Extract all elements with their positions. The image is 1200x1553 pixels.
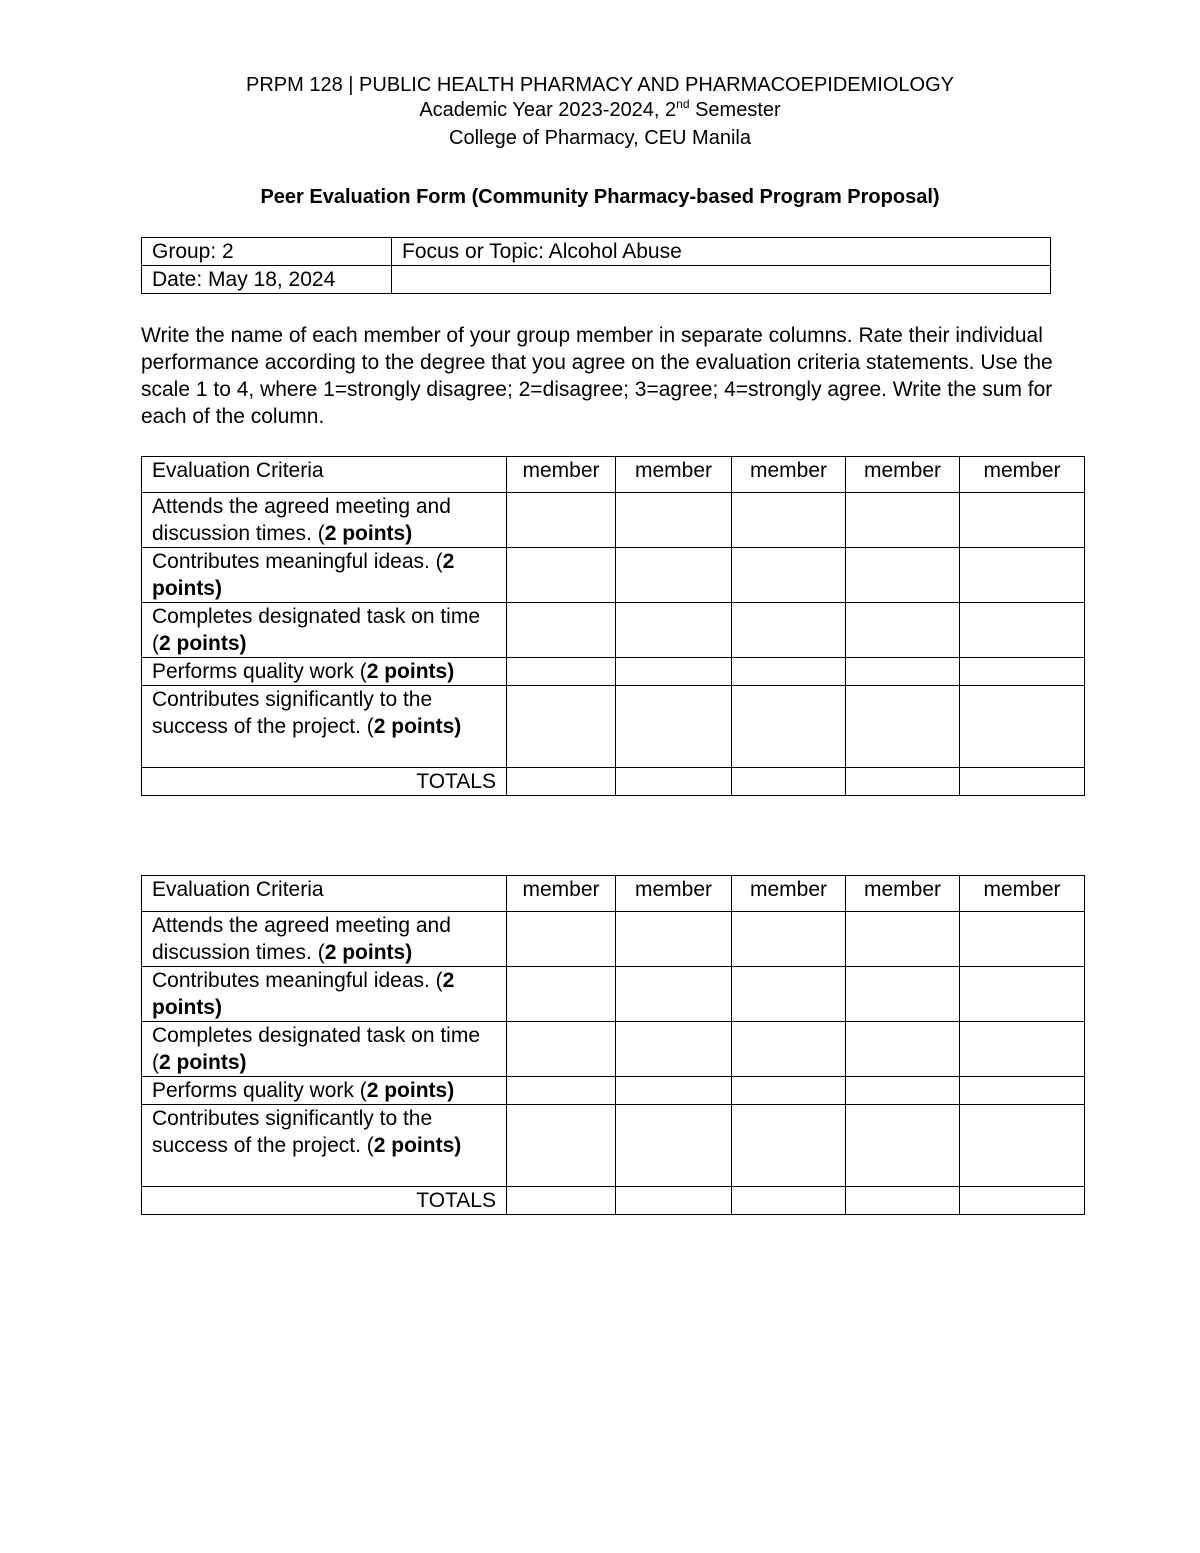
criteria-cell: Contributes significantly to the success of the project. (2 points) xyxy=(142,686,507,768)
rating-cell[interactable] xyxy=(960,548,1085,603)
total-cell[interactable] xyxy=(732,768,846,796)
rating-cell[interactable] xyxy=(507,1022,616,1077)
member-header: member xyxy=(507,876,616,912)
rating-cell[interactable] xyxy=(507,658,616,686)
total-cell[interactable] xyxy=(616,768,732,796)
rating-cell[interactable] xyxy=(732,548,846,603)
member-header: member xyxy=(960,457,1085,493)
criteria-cell: Performs quality work (2 points) xyxy=(142,1077,507,1105)
rating-cell[interactable] xyxy=(507,493,616,548)
rating-cell[interactable] xyxy=(732,1077,846,1105)
form-title: Peer Evaluation Form (Community Pharmacy-based Program Proposal) xyxy=(260,186,940,208)
table-row xyxy=(142,912,1085,967)
rating-cell[interactable] xyxy=(616,1077,732,1105)
total-cell[interactable] xyxy=(960,768,1085,796)
rating-cell[interactable] xyxy=(616,658,732,686)
member-header: member xyxy=(732,457,846,493)
rating-cell[interactable] xyxy=(507,1077,616,1105)
total-cell[interactable] xyxy=(732,1187,846,1215)
academic-year-line xyxy=(0,97,1200,124)
rating-cell[interactable] xyxy=(960,1077,1085,1105)
criteria-cell: Contributes meaningful ideas. (2 points) xyxy=(142,548,507,603)
criteria-cell: Completes designated task on time (2 points) xyxy=(142,1022,507,1077)
rating-cell[interactable] xyxy=(846,658,960,686)
criteria-header: Evaluation Criteria xyxy=(142,876,507,912)
evaluation-table xyxy=(141,875,1085,1215)
rating-cell[interactable] xyxy=(846,1077,960,1105)
year-prefix: Academic Year 2023-2024, 2 xyxy=(419,99,677,121)
table-row xyxy=(142,548,1085,603)
total-cell[interactable] xyxy=(846,1187,960,1215)
table-row xyxy=(142,493,1085,548)
table-header-row xyxy=(142,876,1085,912)
rating-cell[interactable] xyxy=(846,912,960,967)
criteria-cell: Attends the agreed meeting and discussion times. (2 points) xyxy=(142,493,507,548)
table-row xyxy=(142,686,1085,768)
member-header: member xyxy=(616,457,732,493)
member-header: member xyxy=(846,457,960,493)
table-row xyxy=(142,967,1085,1022)
criteria-cell: Contributes significantly to the success of the project. (2 points) xyxy=(142,1105,507,1187)
rating-cell[interactable] xyxy=(846,1022,960,1077)
rating-cell[interactable] xyxy=(616,603,732,658)
evaluation-table xyxy=(141,456,1085,796)
rating-cell[interactable] xyxy=(507,548,616,603)
member-header: member xyxy=(507,457,616,493)
totals-row xyxy=(142,768,1085,796)
total-cell[interactable] xyxy=(507,1187,616,1215)
total-cell[interactable] xyxy=(616,1187,732,1215)
group-info-row xyxy=(142,238,1051,266)
date-cell: Date: May 18, 2024 xyxy=(142,266,392,294)
rating-cell[interactable] xyxy=(960,493,1085,548)
rating-cell[interactable] xyxy=(960,686,1085,768)
rating-cell[interactable] xyxy=(732,1105,846,1187)
totals-label: TOTALS xyxy=(142,1187,507,1215)
course-line: PRPM 128 | PUBLIC HEALTH PHARMACY AND PHARMACOEPIDEMIOLOGY xyxy=(246,74,954,96)
rating-cell[interactable] xyxy=(507,1105,616,1187)
rating-cell[interactable] xyxy=(732,912,846,967)
criteria-header: Evaluation Criteria xyxy=(142,457,507,493)
instructions-paragraph: Write the name of each member of your group member in separate columns. Rate their individual performance according to the degree that you agree on the evaluation criteria statements. Use the scale 1 to 4, where 1=strongly disagree; 2=disagree; 3=agree; 4=strongly agree. Write the sum for each of the column. xyxy=(141,324,1053,428)
rating-cell[interactable] xyxy=(846,493,960,548)
table-row xyxy=(142,1077,1085,1105)
table-row xyxy=(142,603,1085,658)
rating-cell[interactable] xyxy=(732,658,846,686)
rating-cell[interactable] xyxy=(960,967,1085,1022)
topic-cell: Focus or Topic: Alcohol Abuse xyxy=(392,238,1051,266)
rating-cell[interactable] xyxy=(846,548,960,603)
total-cell[interactable] xyxy=(960,1187,1085,1215)
member-header: member xyxy=(960,876,1085,912)
total-cell[interactable] xyxy=(507,768,616,796)
rating-cell[interactable] xyxy=(846,1105,960,1187)
date-info-row xyxy=(142,266,1051,294)
rating-cell[interactable] xyxy=(732,686,846,768)
rating-cell[interactable] xyxy=(616,1105,732,1187)
rating-cell[interactable] xyxy=(616,912,732,967)
group-info-table xyxy=(141,237,1051,294)
rating-cell[interactable] xyxy=(616,493,732,548)
totals-row xyxy=(142,1187,1085,1215)
rating-cell[interactable] xyxy=(960,1022,1085,1077)
rating-cell[interactable] xyxy=(960,1105,1085,1187)
criteria-cell: Performs quality work (2 points) xyxy=(142,658,507,686)
criteria-cell: Contributes meaningful ideas. (2 points) xyxy=(142,967,507,1022)
table-header-row xyxy=(142,457,1085,493)
rating-cell[interactable] xyxy=(846,686,960,768)
table-row xyxy=(142,1022,1085,1077)
rating-cell[interactable] xyxy=(616,686,732,768)
rating-cell[interactable] xyxy=(732,493,846,548)
rating-cell[interactable] xyxy=(960,658,1085,686)
rating-cell[interactable] xyxy=(507,967,616,1022)
rating-cell[interactable] xyxy=(960,603,1085,658)
college-line: College of Pharmacy, CEU Manila xyxy=(449,127,751,149)
rating-cell[interactable] xyxy=(507,686,616,768)
rating-cell[interactable] xyxy=(846,603,960,658)
rating-cell[interactable] xyxy=(507,912,616,967)
rating-cell[interactable] xyxy=(616,1022,732,1077)
rating-cell[interactable] xyxy=(732,967,846,1022)
blank-cell xyxy=(392,266,1051,294)
rating-cell[interactable] xyxy=(616,967,732,1022)
member-header: member xyxy=(732,876,846,912)
rating-cell[interactable] xyxy=(732,603,846,658)
rating-cell[interactable] xyxy=(616,548,732,603)
table-row xyxy=(142,658,1085,686)
totals-label: TOTALS xyxy=(142,768,507,796)
criteria-cell: Completes designated task on time (2 points) xyxy=(142,603,507,658)
member-header: member xyxy=(846,876,960,912)
rating-cell[interactable] xyxy=(507,603,616,658)
total-cell[interactable] xyxy=(846,768,960,796)
rating-cell[interactable] xyxy=(960,912,1085,967)
rating-cell[interactable] xyxy=(732,1022,846,1077)
member-header: member xyxy=(616,876,732,912)
criteria-cell: Attends the agreed meeting and discussion times. (2 points) xyxy=(142,912,507,967)
rating-cell[interactable] xyxy=(846,967,960,1022)
year-superscript: nd xyxy=(676,97,690,111)
group-cell: Group: 2 xyxy=(142,238,392,266)
table-row xyxy=(142,1105,1085,1187)
year-suffix: Semester xyxy=(689,99,781,121)
